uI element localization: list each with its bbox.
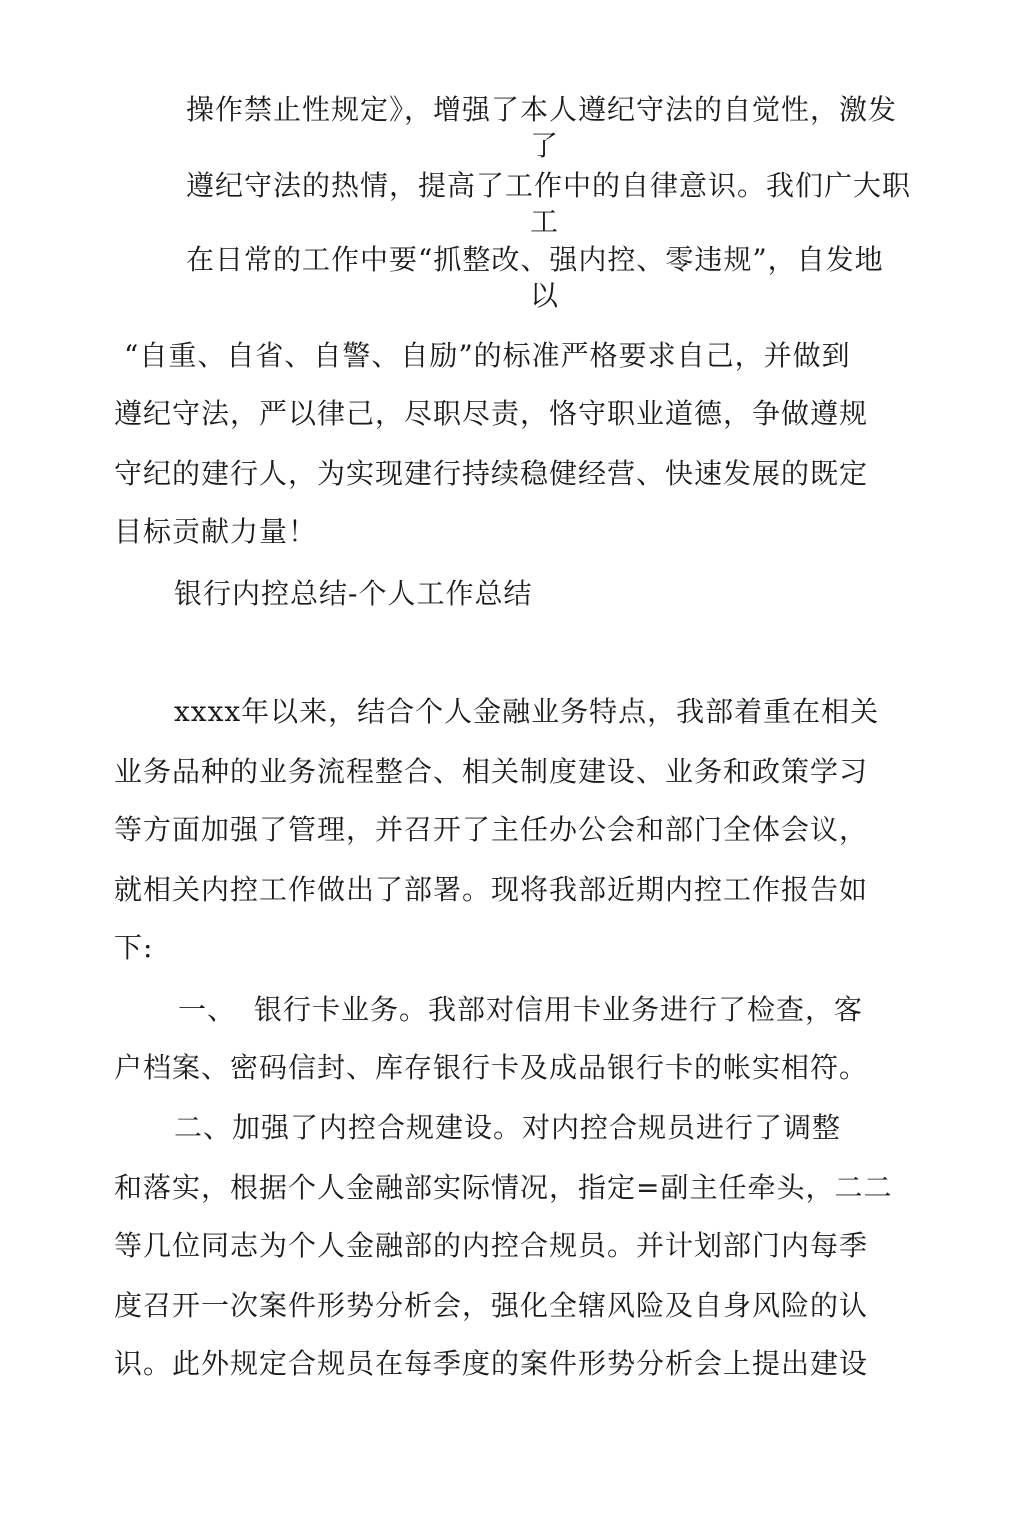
item1-line-1: 银行卡业务。我部对信用卡业务进行了检查，客: [254, 993, 864, 1026]
intro-line-2-wrap: 工: [529, 205, 558, 238]
item2-line-1: 二、加强了内控合规建设。对内控合规员进行了调整: [174, 1111, 842, 1144]
para1-line-1: “自重、自省、自警、自励”的标准严格要求自己，并做到: [124, 339, 851, 372]
section-title: 银行内控总结-个人工作总结: [174, 577, 533, 610]
para1-line-4: 目标贡献力量！: [114, 515, 318, 548]
intro-line-3: 在日常的工作中要“抓整改、强内控、零违规”，自发地: [186, 243, 884, 276]
intro-line-1-wrap: 了: [529, 129, 558, 162]
para1-line-2: 遵纪守法，严以律己，尽职尽责，恪守职业道德，争做遵规: [114, 397, 869, 430]
item1-number: 一、: [178, 993, 237, 1026]
intro-line-3-wrap: 以: [529, 279, 558, 312]
item2-line-5: 识。此外规定合规员在每季度的案件形势分析会上提出建设: [114, 1347, 869, 1380]
para1-line-3: 守纪的建行人，为实现建行持续稳健经营、快速发展的既定: [114, 457, 869, 490]
para2-line-4: 就相关内控工作做出了部署。现将我部近期内控工作报告如: [114, 873, 869, 906]
item1-line-2: 户档案、密码信封、库存银行卡及成品银行卡的帐实相符。: [114, 1051, 869, 1084]
para2-line-2: 业务品种的业务流程整合、相关制度建设、业务和政策学习: [114, 755, 869, 788]
item2-line-4: 度召开一次案件形势分析会，强化全辖风险及自身风险的认: [114, 1289, 869, 1322]
intro-line-2: 遵纪守法的热情，提高了工作中的自律意识。我们广大职: [186, 169, 912, 202]
para2-line-5: 下:: [114, 931, 154, 964]
para2-line-3: 等方面加强了管理，并召开了主任办公会和部门全体会议，: [114, 813, 869, 846]
para2-line-1: xxxx年以来，结合个人金融业务特点，我部着重在相关: [174, 695, 880, 728]
item2-line-2: 和落实，根据个人金融部实际情况，指定=副主任牵头，二二: [114, 1171, 893, 1204]
intro-line-1: 操作禁止性规定》，增强了本人遵纪守法的自觉性，激发: [186, 93, 898, 126]
item2-line-3: 等几位同志为个人金融部的内控合规员。并计划部门内每季: [114, 1229, 869, 1262]
